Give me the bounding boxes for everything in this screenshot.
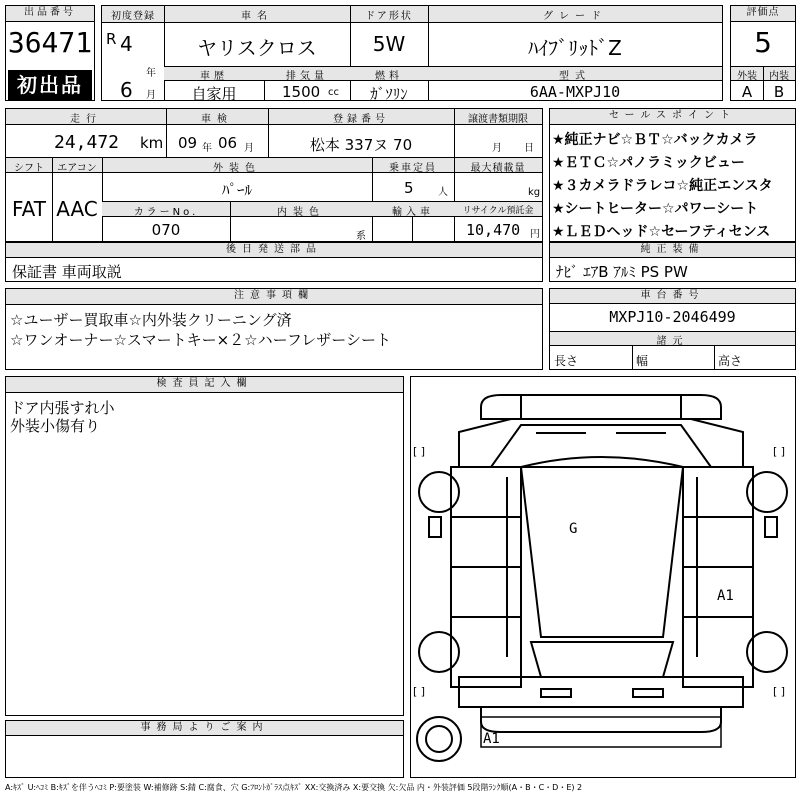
plate-label: 登録番号 — [333, 114, 389, 125]
chassis-box — [549, 288, 796, 370]
roof-outline — [521, 457, 683, 637]
exterior-grade: A — [741, 83, 753, 101]
fuel-label: 燃料 — [375, 71, 403, 82]
inspector-box — [5, 376, 404, 716]
equipment-box — [549, 242, 796, 282]
capacity: 5 — [404, 179, 414, 197]
spare-tire — [417, 717, 461, 761]
selling-point-line: ★シートヒーター☆パワーシート — [552, 201, 759, 217]
history-label: 車歴 — [200, 71, 228, 82]
mileage: 24,472 — [54, 132, 120, 153]
width-label: 幅 — [636, 354, 649, 368]
front-bumper-outline — [481, 395, 721, 419]
notes-label: 注意事項欄 — [6, 289, 542, 305]
selling-points-box — [549, 108, 796, 242]
grade-label: グレード — [543, 11, 607, 22]
divider — [372, 157, 373, 243]
divider — [632, 346, 633, 369]
divider — [230, 201, 231, 243]
right-mirror — [765, 517, 777, 537]
recycle-label: リサイクル預託金 — [462, 206, 534, 216]
inspection-year-unit: 年 — [202, 143, 212, 154]
inspection-month-unit: 月 — [244, 143, 254, 154]
hood-outline — [459, 419, 743, 467]
note-line: ☆ワンオーナー☆スマートキー×２☆ハーフレザーシート — [10, 331, 391, 349]
interior-color-label: 内装色 — [277, 207, 325, 218]
inspection-year: 09 — [178, 134, 198, 152]
displacement: 1500 — [282, 83, 321, 101]
selling-points-label: セールスポイント — [550, 109, 795, 125]
divider — [412, 217, 413, 243]
equipment-value: ﾅﾋﾞ ｴｱB ｱﾙﾐ PS PW — [556, 263, 688, 281]
rear-bumper-outline — [481, 707, 721, 732]
divider — [454, 109, 455, 157]
selling-point-line: ★ＥＴＣ☆パノラミックビュー — [552, 155, 745, 171]
note-line: ☆ユーザー買取車☆内外装クリーニング済 — [10, 311, 292, 329]
height-label: 高さ — [718, 354, 743, 368]
reg-month: 6 — [120, 78, 133, 102]
max-load-unit: kg — [528, 187, 541, 198]
selling-point-line: ★３カメラドラレコ☆純正エンスタ — [552, 178, 773, 194]
chassis-label: 車台番号 — [550, 289, 795, 304]
inspection-month: 06 — [218, 134, 238, 152]
selling-point-line: ★ＬＥＤヘッド☆セーフティセンス — [552, 224, 771, 240]
damage-mark-front-left: A1 — [483, 731, 500, 747]
model: 6AA-MXPJ10 — [529, 83, 621, 101]
inspection-label: 車検 — [201, 114, 233, 125]
model-label: 型式 — [559, 71, 591, 82]
legend: A:ｷｽﾞ U:ﾍｺﾐ B:ｷｽﾞを伴うﾍｺﾐ P:要塗装 W:補修跡 S:錆 C:腐食、穴 G:ﾌﾛﾝﾄｶﾞﾗｽ点ｷｽﾞ XX:交換済み X:要交換 欠:欠品 内・外装評価 5段階ﾗﾝｸ順(A・B・C・D・E) 2 — [5, 783, 583, 792]
import-label: 輸入車 — [392, 207, 434, 218]
notes-box — [5, 288, 543, 370]
capacity-label: 乗車定員 — [389, 163, 437, 174]
equipment-label: 純正装備 — [550, 243, 795, 258]
bracket-mark: [ ] — [413, 685, 426, 698]
office-label: 事務局よりご案内 — [6, 721, 403, 736]
ac-label: エアコン — [57, 163, 97, 174]
recycle-unit: 円 — [530, 229, 540, 240]
chassis-number: MXPJ10-2046499 — [609, 308, 736, 326]
front-left-tire — [419, 472, 459, 512]
score-box — [730, 5, 796, 101]
inspector-label: 検査員記入欄 — [6, 377, 403, 393]
damage-mark-roof: G — [569, 521, 578, 537]
transfer-day-unit: 日 — [524, 143, 534, 154]
lot-number-box — [5, 5, 95, 101]
color-no-label: カラーNo. — [133, 207, 199, 218]
rear-lamp — [541, 689, 571, 697]
office-box — [5, 720, 404, 778]
inspector-line: 外装小傷有り — [10, 417, 101, 435]
score-label: 評価点 — [731, 6, 795, 22]
month-unit: 月 — [146, 90, 156, 101]
displacement-unit: cc — [328, 87, 339, 98]
damage-mark-right-door: A1 — [717, 588, 734, 604]
score: 5 — [754, 26, 772, 59]
grade: ﾊｲﾌﾞﾘｯﾄﾞZ — [528, 36, 622, 60]
later-parts-label: 後日発送部品 — [6, 243, 542, 258]
plate: 松本 337ヌ 70 — [309, 136, 413, 154]
later-parts-box — [5, 242, 543, 282]
left-mirror — [429, 517, 441, 537]
car-name: ヤリスクロス — [197, 36, 317, 60]
fuel: ｶﾞｿﾘﾝ — [370, 85, 408, 103]
right-side-outline — [683, 467, 753, 687]
first-listing-badge: 初出品 — [8, 70, 92, 100]
exterior-color-label: 外装色 — [213, 163, 261, 174]
rear-lamp — [633, 689, 663, 697]
cabin-frame — [507, 477, 697, 657]
transfer-month-unit: 月 — [492, 143, 502, 154]
spare-tire-inner — [426, 726, 452, 752]
mileage-label: 走行 — [70, 114, 102, 125]
recycle: 10,470 — [466, 221, 521, 239]
later-parts-value: 保証書 車両取説 — [12, 263, 122, 281]
ac: AAC — [56, 197, 98, 221]
car-diagram — [411, 377, 795, 777]
exterior-grade-label: 外装 — [737, 71, 757, 82]
era: R — [106, 30, 117, 48]
interior-color-unit: 系 — [356, 231, 366, 242]
rear-left-tire — [419, 632, 459, 672]
car-diagram-box — [410, 376, 796, 778]
interior-grade: B — [773, 83, 785, 101]
year-unit: 年 — [146, 68, 156, 79]
lot-number-label: 出品番号 — [6, 6, 94, 22]
capacity-unit: 人 — [438, 187, 448, 198]
interior-grade-label: 内装 — [769, 71, 789, 82]
reg-year: 4 — [120, 32, 133, 56]
bracket-mark: [ ] — [773, 445, 786, 458]
history: 自家用 — [191, 85, 237, 103]
left-side-outline — [451, 467, 521, 687]
bracket-mark: [ ] — [413, 445, 426, 458]
transfer-label: 譲渡書類期限 — [468, 114, 528, 125]
spec-label: 諸元 — [656, 336, 689, 347]
rear-gate-outline — [459, 677, 743, 707]
mileage-unit: km — [140, 134, 164, 152]
exterior-color: ﾊﾟｰﾙ — [221, 181, 252, 199]
divider — [166, 109, 167, 157]
car-name-label: 車名 — [241, 11, 273, 22]
length-label: 長さ — [554, 354, 579, 368]
info-table — [5, 108, 543, 242]
vehicle-header-box — [101, 5, 723, 101]
color-no: 070 — [151, 221, 181, 239]
divider — [454, 157, 455, 243]
divider — [714, 346, 715, 369]
displacement-label: 排気量 — [286, 71, 328, 82]
first-reg-label: 初度登録 — [111, 11, 155, 22]
door-label: ドア形状 — [365, 11, 413, 22]
inspector-line: ドア内張すれ小 — [10, 399, 115, 417]
windshield-outline — [491, 425, 711, 467]
lot-number: 36471 — [7, 26, 93, 59]
bracket-mark: [ ] — [773, 685, 786, 698]
shift: FAT — [11, 197, 46, 221]
shift-label: シフト — [14, 163, 44, 174]
door-type: 5W — [372, 32, 406, 56]
selling-point-line: ★純正ナビ☆ＢＴ☆バックカメラ — [552, 132, 758, 148]
rear-window-outline — [531, 642, 673, 677]
max-load-label: 最大積載量 — [470, 163, 526, 174]
